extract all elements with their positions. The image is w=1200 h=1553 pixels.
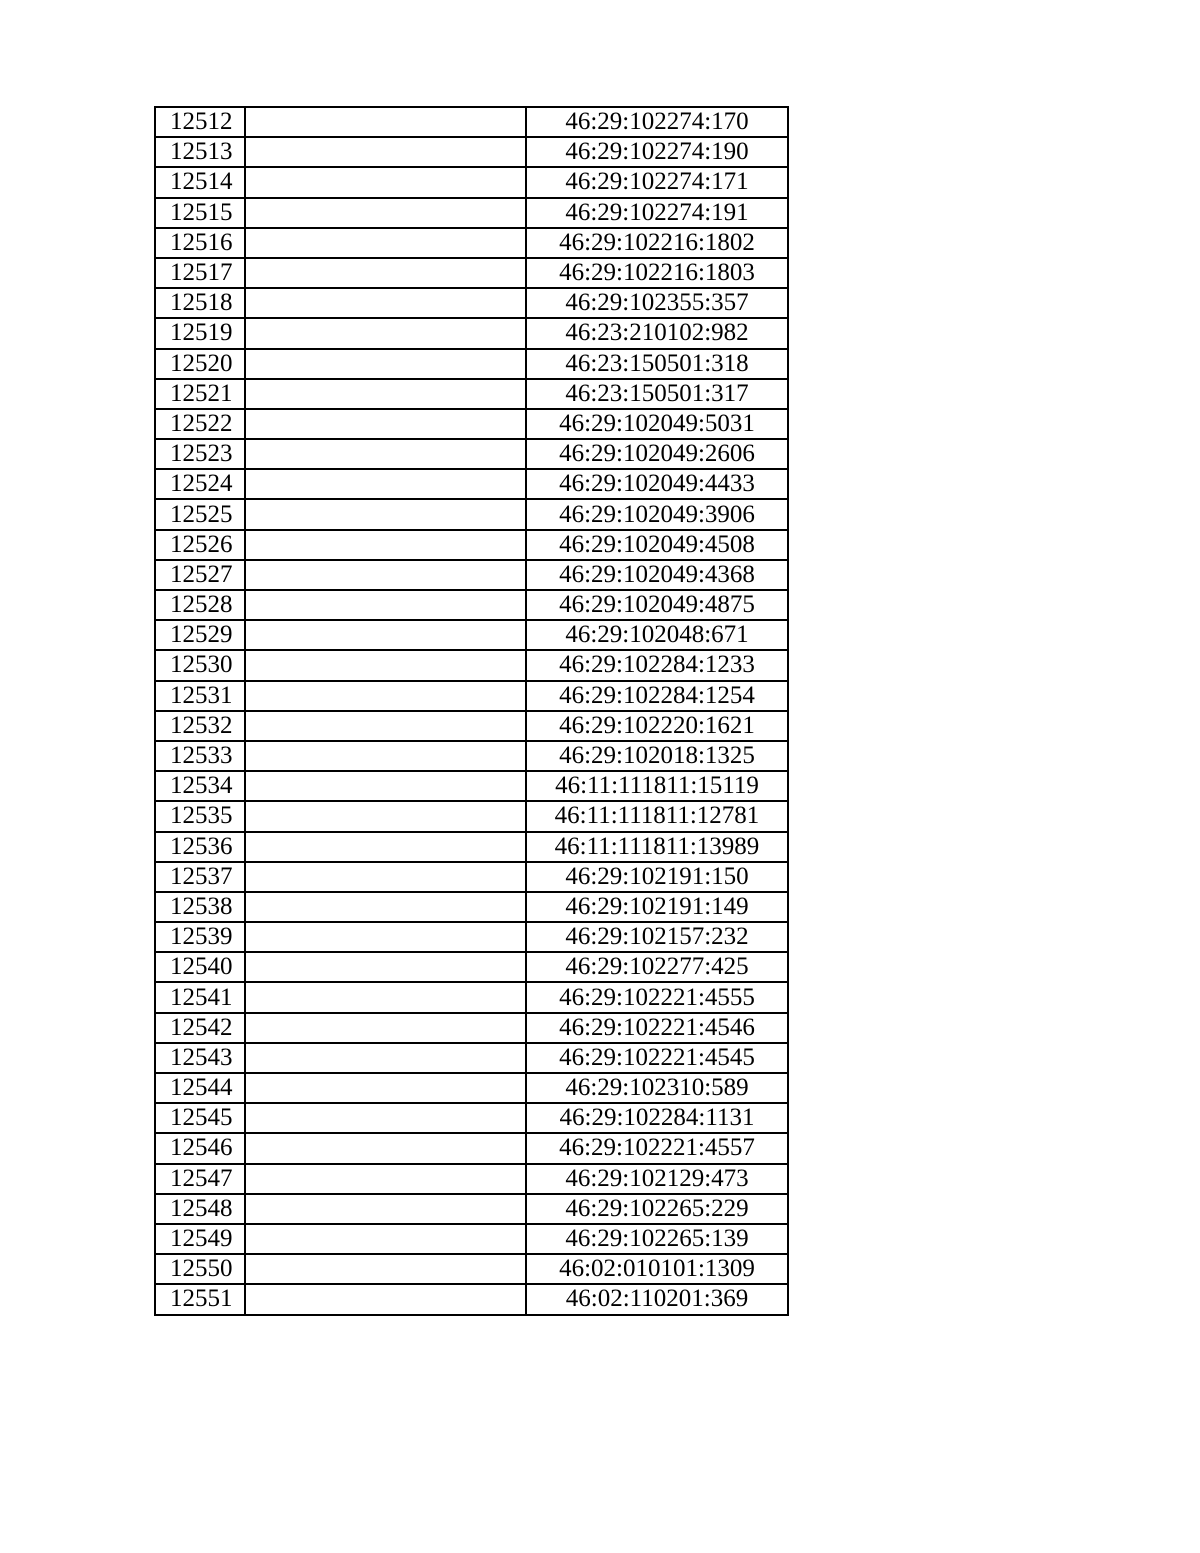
table-row xyxy=(155,1073,788,1103)
cadastral-number-cell: 46:29:102018:1325 xyxy=(526,741,788,771)
empty-cell xyxy=(245,590,526,620)
empty-cell xyxy=(245,167,526,197)
records-table-body xyxy=(155,107,788,1315)
table-row xyxy=(155,922,788,952)
cadastral-number-cell: 46:29:102274:170 xyxy=(526,107,788,137)
empty-cell xyxy=(245,379,526,409)
table-row xyxy=(155,711,788,741)
cadastral-number-cell: 46:29:102284:1131 xyxy=(526,1103,788,1133)
empty-cell xyxy=(245,530,526,560)
empty-cell xyxy=(245,349,526,379)
table-row xyxy=(155,228,788,258)
table-row xyxy=(155,801,788,831)
row-number-cell: 12530 xyxy=(155,650,245,680)
row-number-cell: 12534 xyxy=(155,771,245,801)
table-row xyxy=(155,862,788,892)
cadastral-number-cell: 46:29:102129:473 xyxy=(526,1164,788,1194)
cadastral-number-cell: 46:11:111811:12781 xyxy=(526,801,788,831)
cadastral-number-cell: 46:29:102265:229 xyxy=(526,1194,788,1224)
cadastral-number-cell: 46:29:102216:1802 xyxy=(526,228,788,258)
row-number-cell: 12547 xyxy=(155,1164,245,1194)
row-number-cell: 12539 xyxy=(155,922,245,952)
row-number-cell: 12549 xyxy=(155,1224,245,1254)
row-number-cell: 12529 xyxy=(155,620,245,650)
empty-cell xyxy=(245,409,526,439)
cadastral-number-cell: 46:29:102265:139 xyxy=(526,1224,788,1254)
table-row xyxy=(155,1194,788,1224)
empty-cell xyxy=(245,1164,526,1194)
row-number-cell: 12535 xyxy=(155,801,245,831)
row-number-cell: 12516 xyxy=(155,228,245,258)
table-row xyxy=(155,409,788,439)
cadastral-number-cell: 46:23:210102:982 xyxy=(526,318,788,348)
cadastral-number-cell: 46:29:102157:232 xyxy=(526,922,788,952)
empty-cell xyxy=(245,1043,526,1073)
table-row xyxy=(155,379,788,409)
empty-cell xyxy=(245,771,526,801)
cadastral-number-cell: 46:29:102274:171 xyxy=(526,167,788,197)
row-number-cell: 12550 xyxy=(155,1254,245,1284)
table-row xyxy=(155,1164,788,1194)
table-row xyxy=(155,258,788,288)
table-row xyxy=(155,892,788,922)
row-number-cell: 12537 xyxy=(155,862,245,892)
cadastral-number-cell: 46:29:102049:4508 xyxy=(526,530,788,560)
cadastral-number-cell: 46:29:102049:2606 xyxy=(526,439,788,469)
table-row xyxy=(155,741,788,771)
cadastral-number-cell: 46:29:102355:357 xyxy=(526,288,788,318)
cadastral-number-cell: 46:29:102049:4368 xyxy=(526,560,788,590)
row-number-cell: 12512 xyxy=(155,107,245,137)
table-row xyxy=(155,137,788,167)
row-number-cell: 12521 xyxy=(155,379,245,409)
cadastral-number-cell: 46:29:102221:4545 xyxy=(526,1043,788,1073)
cadastral-number-cell: 46:29:102284:1254 xyxy=(526,681,788,711)
cadastral-number-cell: 46:29:102048:671 xyxy=(526,620,788,650)
table-row xyxy=(155,530,788,560)
empty-cell xyxy=(245,922,526,952)
table-row xyxy=(155,620,788,650)
records-table xyxy=(154,106,789,1316)
empty-cell xyxy=(245,1073,526,1103)
table-row xyxy=(155,560,788,590)
empty-cell xyxy=(245,892,526,922)
cadastral-number-cell: 46:23:150501:318 xyxy=(526,349,788,379)
empty-cell xyxy=(245,801,526,831)
table-row xyxy=(155,650,788,680)
cadastral-number-cell: 46:23:150501:317 xyxy=(526,379,788,409)
row-number-cell: 12522 xyxy=(155,409,245,439)
table-row xyxy=(155,1254,788,1284)
cadastral-number-cell: 46:29:102220:1621 xyxy=(526,711,788,741)
table-row xyxy=(155,107,788,137)
row-number-cell: 12519 xyxy=(155,318,245,348)
empty-cell xyxy=(245,650,526,680)
table-row xyxy=(155,982,788,1012)
row-number-cell: 12546 xyxy=(155,1133,245,1163)
cadastral-number-cell: 46:11:111811:15119 xyxy=(526,771,788,801)
table-row xyxy=(155,1284,788,1314)
row-number-cell: 12518 xyxy=(155,288,245,318)
empty-cell xyxy=(245,832,526,862)
row-number-cell: 12515 xyxy=(155,198,245,228)
table-row xyxy=(155,288,788,318)
cadastral-number-cell: 46:29:102310:589 xyxy=(526,1073,788,1103)
table-row xyxy=(155,1013,788,1043)
cadastral-number-cell: 46:02:010101:1309 xyxy=(526,1254,788,1284)
row-number-cell: 12533 xyxy=(155,741,245,771)
table-row xyxy=(155,318,788,348)
cadastral-number-cell: 46:29:102049:5031 xyxy=(526,409,788,439)
cadastral-number-cell: 46:29:102049:4875 xyxy=(526,590,788,620)
empty-cell xyxy=(245,1284,526,1314)
empty-cell xyxy=(245,711,526,741)
empty-cell xyxy=(245,1103,526,1133)
empty-cell xyxy=(245,439,526,469)
empty-cell xyxy=(245,318,526,348)
row-number-cell: 12540 xyxy=(155,952,245,982)
row-number-cell: 12523 xyxy=(155,439,245,469)
cadastral-number-cell: 46:29:102277:425 xyxy=(526,952,788,982)
row-number-cell: 12517 xyxy=(155,258,245,288)
cadastral-number-cell: 46:29:102191:150 xyxy=(526,862,788,892)
cadastral-number-cell: 46:29:102274:191 xyxy=(526,198,788,228)
empty-cell xyxy=(245,560,526,590)
row-number-cell: 12528 xyxy=(155,590,245,620)
row-number-cell: 12536 xyxy=(155,832,245,862)
cadastral-number-cell: 46:29:102049:3906 xyxy=(526,499,788,529)
cadastral-number-cell: 46:02:110201:369 xyxy=(526,1284,788,1314)
cadastral-number-cell: 46:29:102221:4555 xyxy=(526,982,788,1012)
row-number-cell: 12525 xyxy=(155,499,245,529)
table-row xyxy=(155,952,788,982)
cadastral-number-cell: 46:11:111811:13989 xyxy=(526,832,788,862)
table-row xyxy=(155,469,788,499)
cadastral-number-cell: 46:29:102221:4546 xyxy=(526,1013,788,1043)
row-number-cell: 12548 xyxy=(155,1194,245,1224)
empty-cell xyxy=(245,620,526,650)
row-number-cell: 12514 xyxy=(155,167,245,197)
empty-cell xyxy=(245,982,526,1012)
cadastral-number-cell: 46:29:102221:4557 xyxy=(526,1133,788,1163)
empty-cell xyxy=(245,681,526,711)
row-number-cell: 12543 xyxy=(155,1043,245,1073)
empty-cell xyxy=(245,228,526,258)
empty-cell xyxy=(245,499,526,529)
table-row xyxy=(155,499,788,529)
empty-cell xyxy=(245,137,526,167)
table-row xyxy=(155,1043,788,1073)
row-number-cell: 12544 xyxy=(155,1073,245,1103)
table-row xyxy=(155,681,788,711)
row-number-cell: 12527 xyxy=(155,560,245,590)
table-row xyxy=(155,590,788,620)
cadastral-number-cell: 46:29:102191:149 xyxy=(526,892,788,922)
row-number-cell: 12545 xyxy=(155,1103,245,1133)
row-number-cell: 12538 xyxy=(155,892,245,922)
empty-cell xyxy=(245,1194,526,1224)
row-number-cell: 12531 xyxy=(155,681,245,711)
table-row xyxy=(155,1133,788,1163)
cadastral-number-cell: 46:29:102274:190 xyxy=(526,137,788,167)
row-number-cell: 12542 xyxy=(155,1013,245,1043)
table-row xyxy=(155,167,788,197)
table-row xyxy=(155,832,788,862)
empty-cell xyxy=(245,1013,526,1043)
cadastral-number-cell: 46:29:102284:1233 xyxy=(526,650,788,680)
table-row xyxy=(155,1103,788,1133)
empty-cell xyxy=(245,288,526,318)
row-number-cell: 12532 xyxy=(155,711,245,741)
empty-cell xyxy=(245,258,526,288)
row-number-cell: 12526 xyxy=(155,530,245,560)
cadastral-number-cell: 46:29:102216:1803 xyxy=(526,258,788,288)
empty-cell xyxy=(245,952,526,982)
row-number-cell: 12513 xyxy=(155,137,245,167)
row-number-cell: 12551 xyxy=(155,1284,245,1314)
empty-cell xyxy=(245,862,526,892)
empty-cell xyxy=(245,198,526,228)
table-row xyxy=(155,349,788,379)
empty-cell xyxy=(245,1254,526,1284)
empty-cell xyxy=(245,107,526,137)
row-number-cell: 12524 xyxy=(155,469,245,499)
row-number-cell: 12541 xyxy=(155,982,245,1012)
empty-cell xyxy=(245,1133,526,1163)
empty-cell xyxy=(245,741,526,771)
row-number-cell: 12520 xyxy=(155,349,245,379)
table-row xyxy=(155,1224,788,1254)
cadastral-number-cell: 46:29:102049:4433 xyxy=(526,469,788,499)
table-row xyxy=(155,439,788,469)
table-row xyxy=(155,198,788,228)
empty-cell xyxy=(245,469,526,499)
table-row xyxy=(155,771,788,801)
empty-cell xyxy=(245,1224,526,1254)
